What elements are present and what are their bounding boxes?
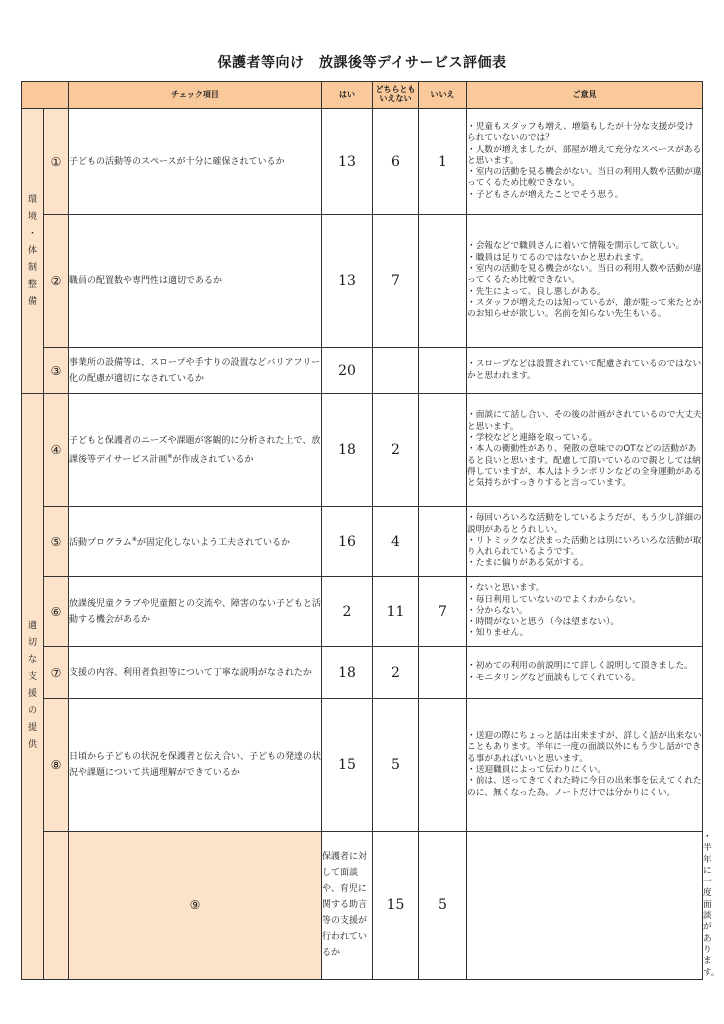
count-yes: 2 (322, 577, 373, 647)
table-row (22, 647, 703, 699)
count-neither (373, 348, 419, 394)
check-item: 保護者に対して面談や、育児に関する助言等の支援が行われているか (322, 832, 373, 980)
opinion-line: ・知りません。 (467, 628, 529, 639)
header-no: いいえ (419, 82, 467, 109)
opinion-line: ・先生によって、良し悪しがある。 (467, 286, 606, 297)
count-yes: 18 (322, 647, 373, 699)
row-number: ⑨ (69, 832, 322, 980)
row-number: ① (44, 109, 69, 215)
opinions (467, 348, 703, 394)
count-no (419, 348, 467, 394)
opinion-line: ・送迎職員によって伝わりにくい。 (467, 765, 606, 775)
check-item: 日頃から子どもの状況を保護者と伝え合い、子どもの発達の状況や課題について共通理解ができているか (69, 699, 322, 832)
count-neither: 5 (419, 832, 467, 980)
row-number: ⑧ (44, 699, 69, 832)
header-yes: はい (322, 82, 373, 109)
opinion-line: ・時間がないと思う（今は望まない）。 (467, 617, 620, 628)
table-row (22, 699, 703, 832)
opinion-line: ・本人の衝動性があり、発散の意味でのOTなどの活動があると良いと思います。配慮して頂いているので親としては納得していますが、本人はトランポリンなどの全身運動があると気持ちがすっきりすると言っています。 (467, 444, 702, 489)
check-item: 職員の配置数や専門性は適切であるか (69, 215, 322, 348)
row-number: ⑥ (44, 577, 69, 647)
opinion-line: ・前は、送ってきてくれた時に今日の出来事を伝えてくれたのに、無くなった為、ノートだけでは分かりにくい。 (467, 776, 702, 798)
opinions (467, 699, 703, 832)
table-row (22, 109, 703, 215)
table-row (22, 394, 703, 507)
count-neither: 2 (373, 647, 419, 699)
count-neither: 4 (373, 507, 419, 577)
count-yes: 15 (322, 699, 373, 832)
count-no (419, 507, 467, 577)
row-number: ② (44, 215, 69, 348)
opinions (467, 507, 703, 577)
opinion-line: ・会報などで職員さんに着いて情報を開示して欲しい。 (467, 241, 685, 252)
row-number: ③ (44, 348, 69, 394)
table-row: ⑨ 保護者に対して面談や、育児に関する助言等の支援が行われているか 15 5 ・半年に一度面談があります。 (22, 832, 703, 980)
opinion-line: ・モニタリングなど面談もしてくれている。 (467, 672, 641, 683)
opinion-line: ・送迎の際にちょっと話は出来ますが、詳しく話が出来ないこともあります。半年に一度の面談以外にもう少し話ができる事があればいいと思います。 (467, 731, 702, 764)
table-row (22, 577, 703, 647)
opinion-line: ・分からない。 (467, 605, 528, 616)
row-number: ⑦ (44, 647, 69, 699)
count-yes: 13 (322, 215, 373, 348)
opinion-line: ・スロープなどは設置されていて配慮されているのではないかと思われます。 (467, 359, 702, 381)
table-row (22, 215, 703, 348)
row-number: ④ (44, 394, 69, 507)
opinion-line: ・職員は足りてるのではないかと思われます。 (467, 252, 649, 263)
count-neither: 5 (373, 699, 419, 832)
count-yes: 13 (322, 109, 373, 215)
opinions (467, 394, 703, 507)
check-item: 支援の内容、利用者負担等について丁寧な説明がなされたか (69, 647, 322, 699)
opinions (467, 215, 703, 348)
opinion-line: ・リトミックなど決まった活動とは別にいろいろな活動が取り入れられているようです。 (467, 535, 702, 558)
opinions (467, 577, 703, 647)
page-title: 保護者等向け 放課後等デイサービス評価表 (217, 55, 507, 71)
check-item: 子どもと保護者のニーズや課題が客観的に分析された上で、放課後等デイサービス計画※が作成されているか (69, 394, 322, 507)
table-row (22, 348, 703, 394)
count-yes: 20 (322, 348, 373, 394)
check-item: 事業所の設備等は、スロープや手すりの設置などバリアフリー化の配慮が適切になされているか (69, 348, 322, 394)
opinion-line: ・人数が増えましたが、部屋が増えて充分なスペースがあると思います。 (467, 144, 702, 166)
count-yes: 16 (322, 507, 373, 577)
group-label-support: 適 切 な 支 援 の 提 供 (22, 394, 44, 980)
opinion-line: ・室内の活動を見る機会がない。当日の利用人数や活動が違ってくるため比較できない。 (467, 167, 702, 189)
count-yes: 18 (322, 394, 373, 507)
count-no (467, 832, 703, 980)
count-no (419, 647, 467, 699)
opinion-line: ・ないと思います。 (467, 583, 545, 594)
header-row (22, 82, 703, 109)
count-neither: 11 (373, 577, 419, 647)
count-no (419, 215, 467, 348)
header-neither: どちらとも いえない (373, 82, 419, 109)
count-no (419, 394, 467, 507)
opinion-line: ・初めての利用の前説明にて詳しく説明して頂きました。 (467, 661, 693, 672)
header-opinion: ご意見 (467, 82, 703, 109)
evaluation-table (21, 81, 720, 980)
opinion-line: ・室内の活動を見る機会がない。当日の利用人数や活動が違ってくるため比較できない。 (467, 264, 702, 286)
opinion-line: ・毎回いろいろな活動をしているようだが、もう少し詳細の説明があるとうれしい。 (467, 513, 702, 535)
opinion-line: ・たまに偏りがある気がする。 (467, 558, 589, 569)
check-item: 活動プログラム※が固定化しないよう工夫されているか (69, 507, 322, 577)
group-label-environment: 環 境 ・ 体 制 整 備 (22, 109, 44, 394)
row-number: ⑤ (44, 507, 69, 577)
count-no (419, 699, 467, 832)
opinion-line: ・学校などと連絡を取っている。 (467, 433, 598, 444)
count-no: 1 (419, 109, 467, 215)
header-blank (22, 82, 69, 109)
count-yes: 15 (373, 832, 419, 980)
check-item: 放課後児童クラブや児童館との交流や、障害のない子どもと活動する機会があるか (69, 577, 322, 647)
table-row (22, 507, 703, 577)
opinion-line: ・スタッフが増えたのは知っているが、誰が駐って来たとかのお知らせが欲しい。名前を知らない先生もいる。 (467, 297, 702, 320)
opinions (467, 109, 703, 215)
opinion-line: ・面談にて話し合い、その後の計画がされているので大丈夫と思います。 (467, 410, 702, 432)
opinion-line: ・毎日利用していないのでよくわからない。 (467, 594, 641, 605)
opinion-line: ・児童もスタッフも増え、増築もしたが十分な支援が受けられていないのでは？ (467, 121, 694, 144)
opinion-line: ・子どもさんが増えたことでそう思う。 (467, 189, 624, 200)
group-label-blank (44, 832, 69, 980)
count-neither: 2 (373, 394, 419, 507)
count-neither: 7 (373, 215, 419, 348)
count-no: 7 (419, 577, 467, 647)
count-neither: 6 (373, 109, 419, 215)
opinions (467, 647, 703, 699)
header-item: チェック項目 (69, 82, 322, 109)
check-item: 子どもの活動等のスペースが十分に確保されているか (69, 109, 322, 215)
